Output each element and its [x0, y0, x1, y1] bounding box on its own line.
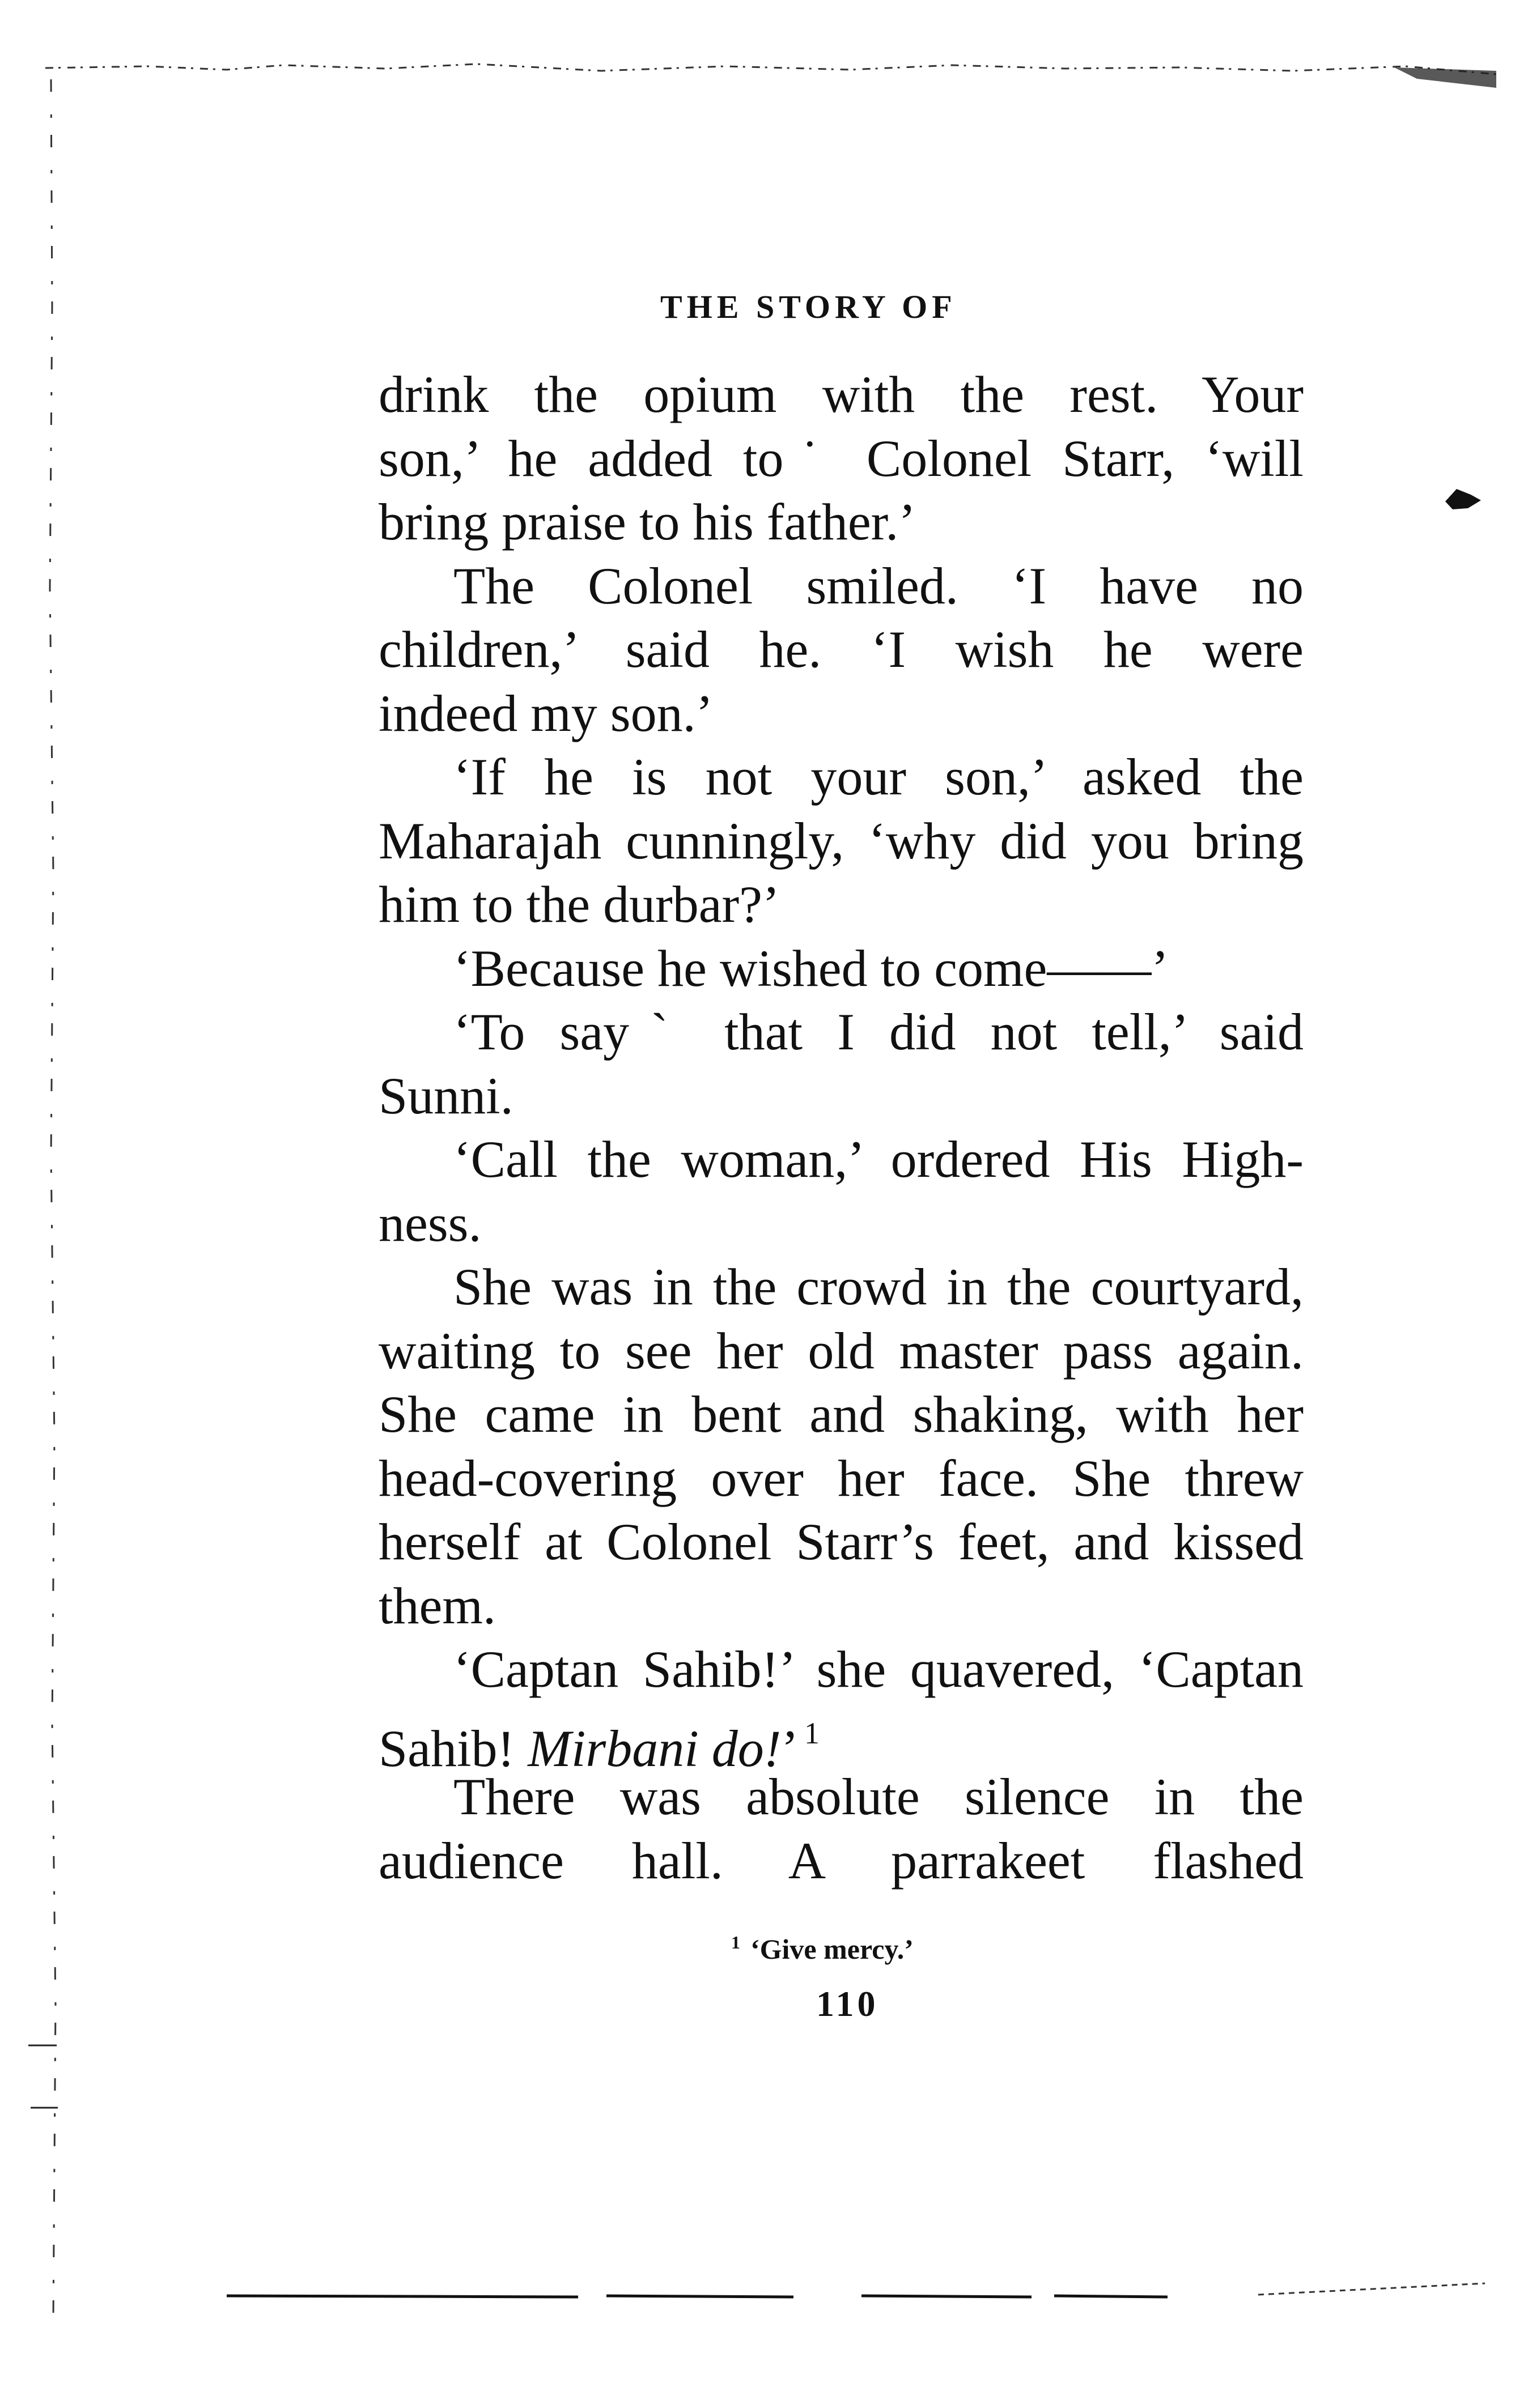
- footnote-marker: 1: [731, 1932, 740, 1952]
- page-number: 110: [816, 1984, 879, 2024]
- text-line: ‘Captan Sahib!’ she quavered, ‘Captan: [453, 1640, 1304, 1698]
- closing-quote: ’: [781, 1719, 799, 1777]
- text-line-with-footnote-ref: [379, 1701, 1304, 1777]
- text-line: The Colonel smiled. ‘I have no: [453, 556, 1304, 615]
- footnote-reference: 1: [804, 1716, 820, 1750]
- text-line: ness.: [379, 1194, 482, 1252]
- scan-edge-bottom: [34, 2272, 1508, 2317]
- text-line: Maharajah cunningly, ‘why did you bring: [379, 811, 1304, 870]
- footnote: [731, 1932, 914, 1965]
- text-line: son,’ he added to˙ Colonel Starr, ‘will: [379, 429, 1304, 487]
- text-line: There was absolute silence in the: [453, 1768, 1304, 1826]
- footnote-text: ‘Give mercy.’: [750, 1933, 914, 1965]
- text-line: head-covering over her face. She threw: [379, 1449, 1304, 1507]
- text-line: waiting to see her old master pass again.: [379, 1321, 1304, 1380]
- text-line: them.: [379, 1576, 496, 1635]
- text-line: ‘If he is not your son,’ asked the: [453, 748, 1304, 806]
- text-line: ‘Because he wished to come——’: [453, 939, 1169, 997]
- line-text: Sahib!: [379, 1719, 528, 1777]
- text-line: Sunni.: [379, 1066, 513, 1125]
- text-line: herself at Colonel Starr’s feet, and kissed: [379, 1513, 1304, 1571]
- text-line: She came in bent and shaking, with her: [379, 1385, 1304, 1443]
- running-head: THE STORY OF: [660, 288, 957, 325]
- text-line: him to the durbar?’: [379, 875, 780, 933]
- body-text: [379, 363, 1304, 1892]
- scan-edge-top: [45, 54, 1496, 88]
- text-line: drink the opium with the rest. Your: [379, 365, 1304, 423]
- text-line: children,’ said he. ‘I wish he were: [379, 620, 1304, 678]
- italic-phrase: Mirbani do!: [528, 1719, 782, 1777]
- text-line: audience hall. A parrakeet flashed: [379, 1831, 1304, 1890]
- text-line: ‘Call the woman,’ ordered His High-: [453, 1130, 1304, 1188]
- text-line: She was in the crowd in the courtyard,: [453, 1258, 1304, 1316]
- ink-blot: [1442, 484, 1482, 513]
- text-line: indeed my son.’: [379, 684, 714, 742]
- text-line: bring praise to his father.’: [379, 493, 916, 551]
- text-line: ‘To sayˋ that I did not tell,’ said: [453, 1003, 1304, 1061]
- scan-edge-left: [23, 79, 74, 2317]
